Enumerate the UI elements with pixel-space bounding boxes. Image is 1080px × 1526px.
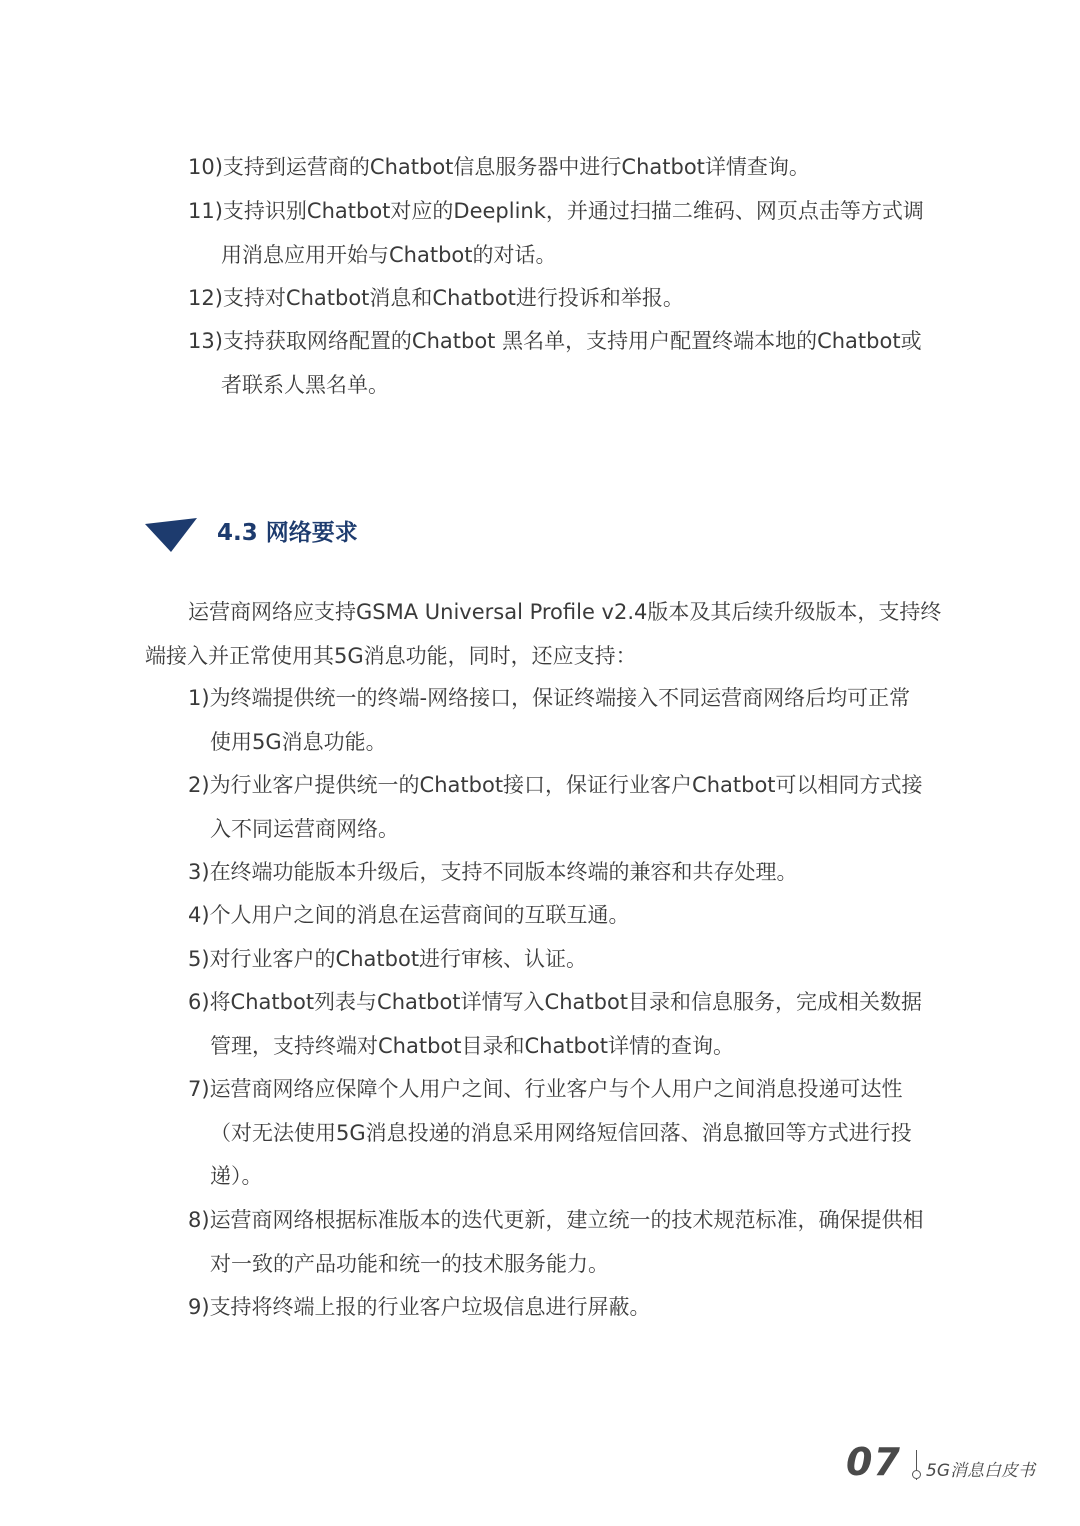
list-number: 9) [188, 1295, 210, 1319]
list-text-continuation: 使用5G消息功能。 [210, 729, 387, 754]
section-heading [145, 510, 845, 554]
list-text-continuation: 者联系人黑名单。 [221, 372, 389, 397]
list-number: 10) [188, 155, 223, 179]
list-item-8 [188, 1199, 948, 1286]
section-title: 4.3 网络要求 [217, 520, 358, 546]
list-item-3 [188, 851, 948, 895]
list-text: 支持获取网络配置的Chatbot 黑名单，支持用户配置终端本地的Chatbot或 [222, 329, 922, 353]
intro-paragraph [145, 591, 945, 678]
list-item-9 [188, 1286, 948, 1330]
list-item-6 [188, 981, 948, 1068]
list-number: 7) [188, 1077, 210, 1101]
list-text-continuation: 入不同运营商网络。 [210, 816, 399, 841]
page-footer [832, 1440, 1035, 1490]
list-number: 2) [188, 773, 210, 797]
list-number: 11) [188, 199, 223, 223]
list-item-1 [188, 677, 948, 764]
list-text-continuation: 用消息应用开始与Chatbot的对话。 [221, 242, 557, 267]
paragraph-line: 运营商网络应支持GSMA Universal Profile v2.4版本及其后续升级版本，支持终 [188, 600, 942, 624]
paragraph-line: 端接入并正常使用其5G消息功能，同时，还应支持： [145, 643, 637, 668]
list-item-4 [188, 894, 948, 938]
list-text-continuation: 对一致的产品功能和统一的技术服务能力。 [210, 1251, 609, 1276]
list-text-continuation: （对无法使用5G消息投递的消息采用网络短信回落、消息撤回等方式进行投 [210, 1120, 912, 1145]
list-text: 支持对Chatbot消息和Chatbot进行投诉和举报。 [222, 286, 684, 310]
list-item-11 [188, 190, 948, 277]
list-number: 5) [188, 947, 210, 971]
list-text-continuation: 管理，支持终端对Chatbot目录和Chatbot详情的查询。 [210, 1033, 734, 1058]
book-title: 5G消息白皮书 [926, 1461, 1035, 1481]
list-text: 在终端功能版本升级后，支持不同版本终端的兼容和共存处理。 [209, 860, 798, 884]
list-number: 6) [188, 990, 210, 1014]
list-text: 为终端提供统一的终端-网络接口，保证终端接入不同运营商网络后均可正常 [209, 686, 911, 710]
list-text: 支持将终端上报的行业客户垃圾信息进行屏蔽。 [209, 1295, 651, 1319]
list-item-13 [188, 320, 948, 407]
triangle-marker-icon [145, 518, 197, 552]
list-text: 运营商网络应保障个人用户之间、行业客户与个人用户之间消息投递可达性 [209, 1077, 903, 1101]
list-text: 对行业客户的Chatbot进行审核、认证。 [209, 947, 588, 971]
footer-dot-icon [912, 1470, 921, 1479]
list-text: 个人用户之间的消息在运营商间的互联互通。 [209, 903, 630, 927]
list-text: 支持到运营商的Chatbot信息服务器中进行Chatbot详情查询。 [222, 155, 810, 179]
list-text-continuation: 递）。 [210, 1164, 263, 1188]
list-number: 13) [188, 329, 223, 353]
list-item-10 [188, 146, 948, 190]
list-item-12 [188, 277, 948, 321]
list-number: 12) [188, 286, 223, 310]
list-text: 将Chatbot列表与Chatbot详情写入Chatbot目录和信息服务，完成相关数据 [209, 990, 923, 1014]
list-text: 支持识别Chatbot对应的Deeplink，并通过扫描二维码、网页点击等方式调 [222, 199, 924, 223]
list-number: 4) [188, 903, 210, 927]
list-item-2 [188, 764, 948, 851]
list-item-5 [188, 938, 948, 982]
list-text: 运营商网络根据标准版本的迭代更新，建立统一的技术规范标准，确保提供相 [209, 1208, 924, 1232]
page-number: 07 [846, 1440, 901, 1484]
list-number: 1) [188, 686, 210, 710]
list-text: 为行业客户提供统一的Chatbot接口，保证行业客户Chatbot可以相同方式接 [209, 773, 923, 797]
list-item-7 [188, 1068, 948, 1199]
list-number: 8) [188, 1208, 210, 1232]
list-number: 3) [188, 860, 210, 884]
